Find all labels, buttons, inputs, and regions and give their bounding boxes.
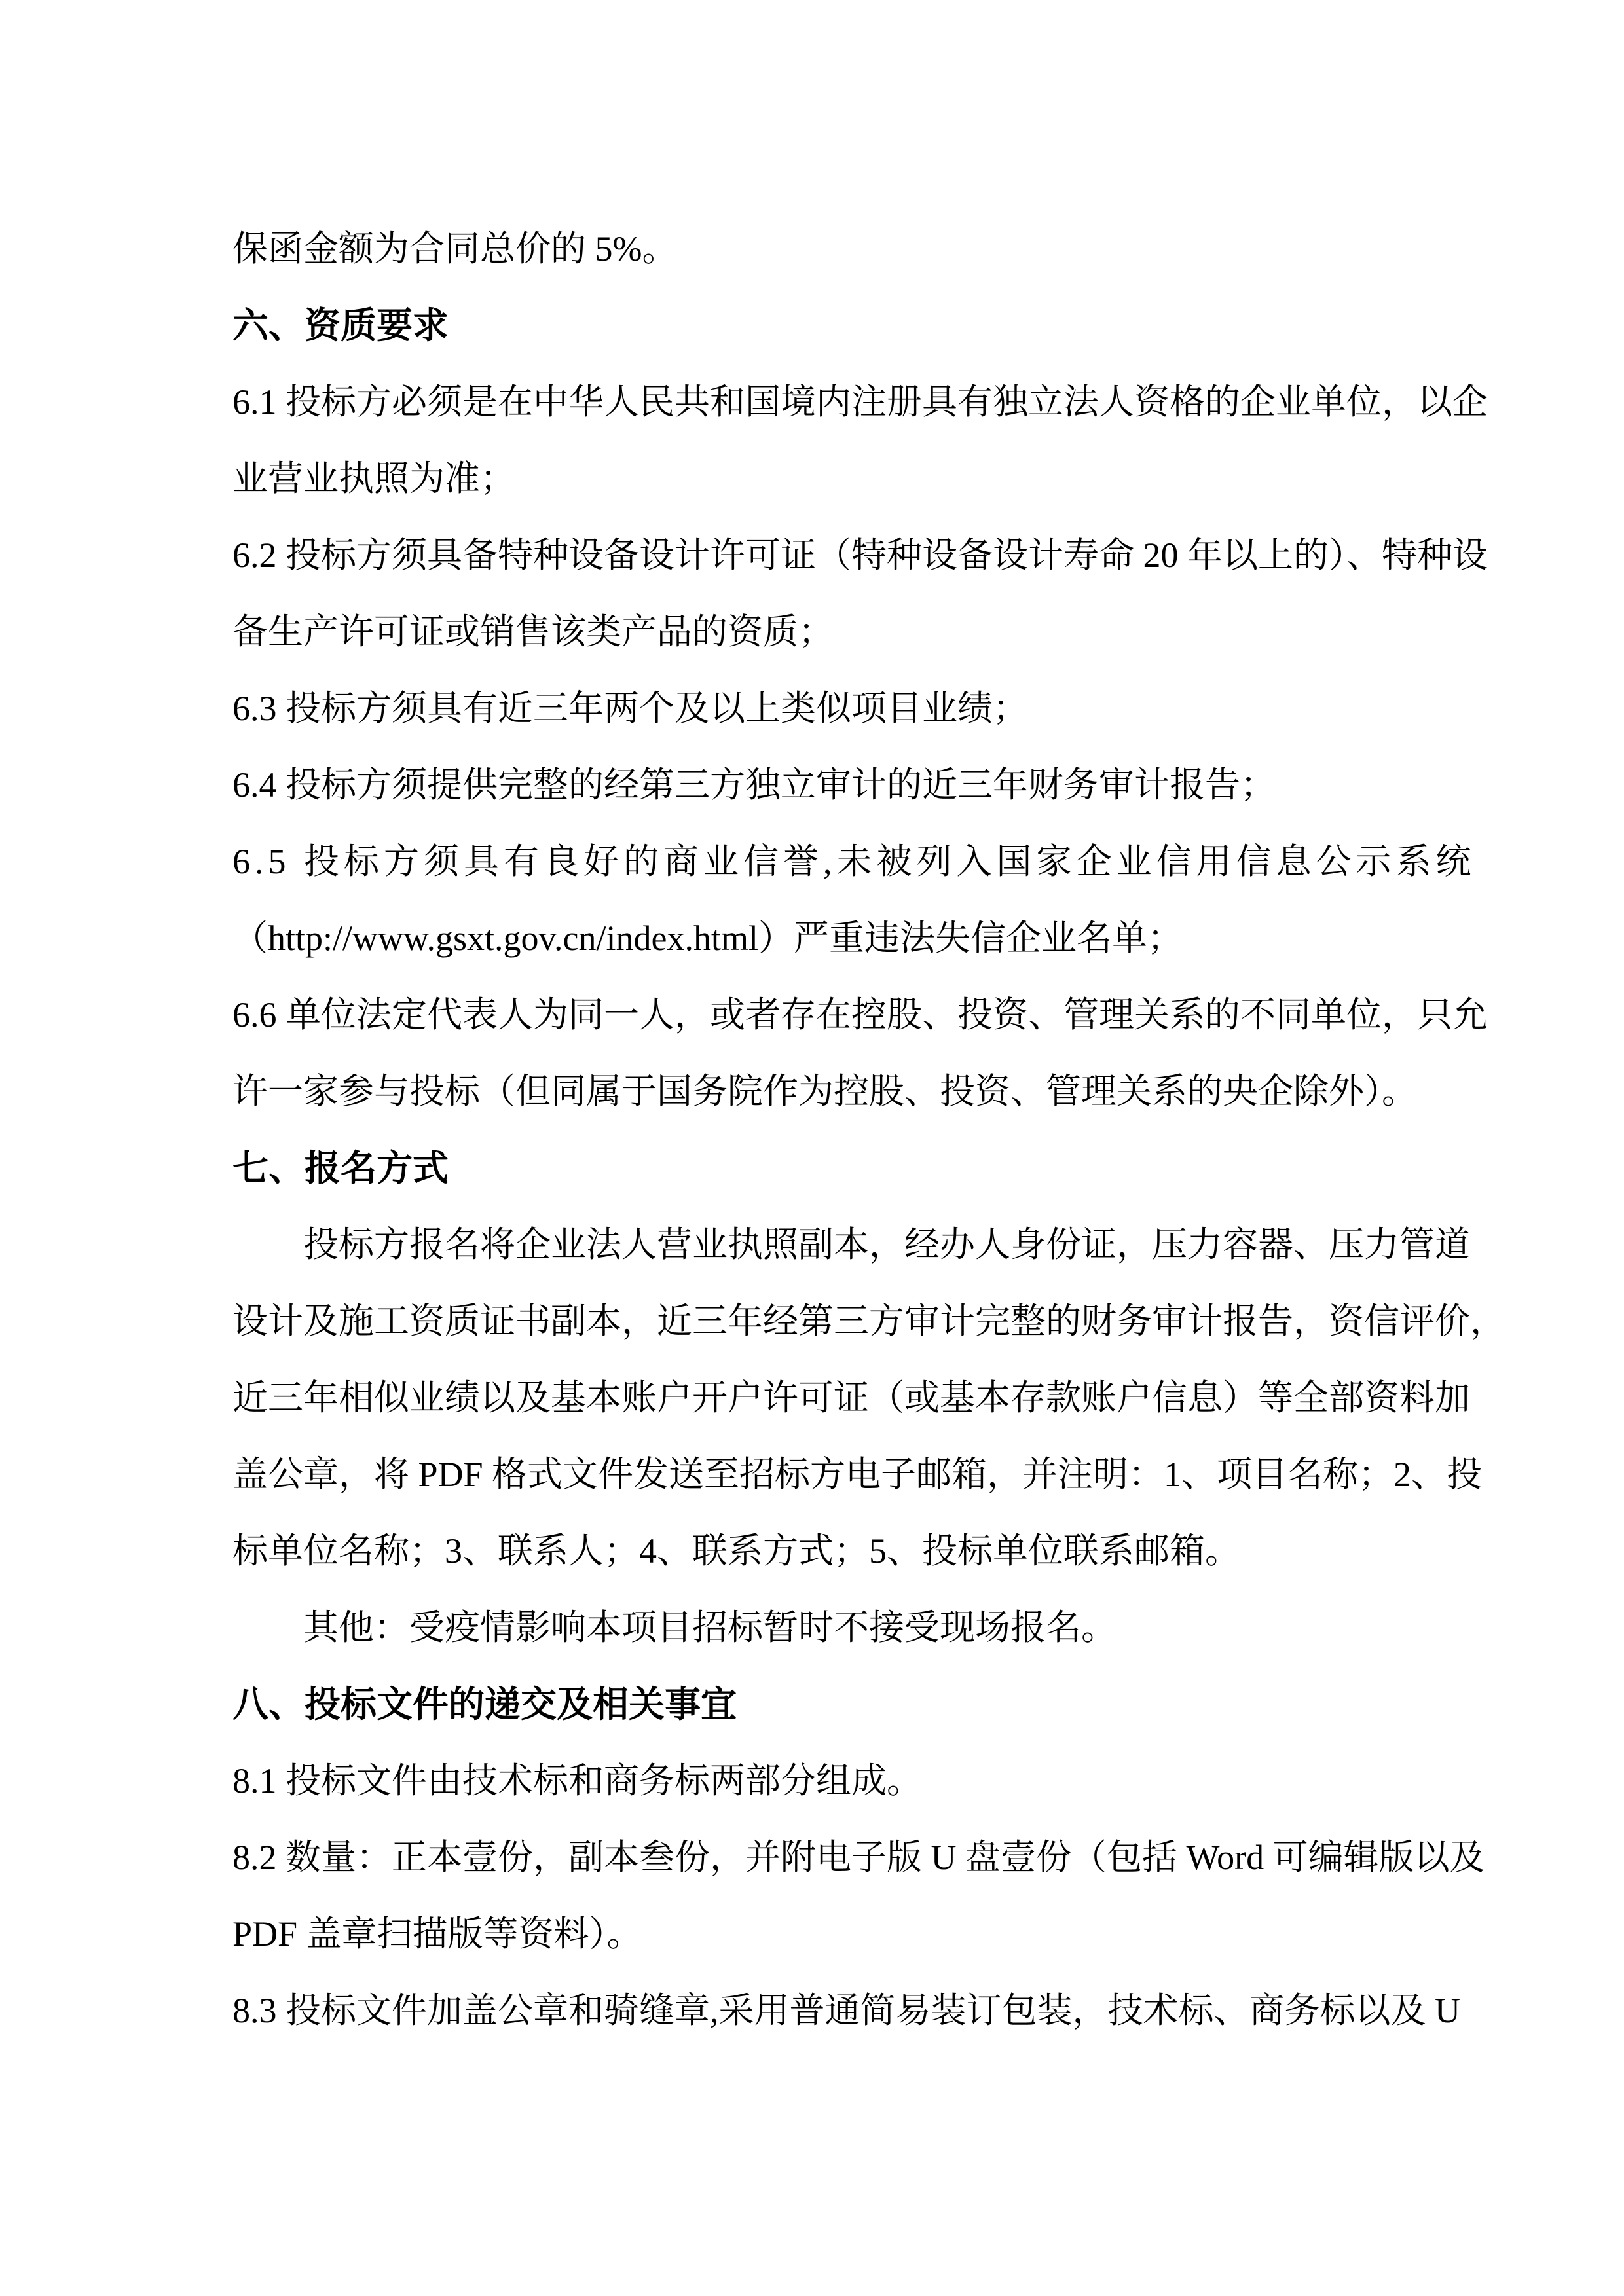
document-line: 设计及施工资质证书副本，近三年经第三方审计完整的财务审计报告，资信评价， [232,1302,1505,1341]
document-line: 6.2 投标方须具备特种设备设计许可证（特种设备设计寿命 20 年以上的）、特种设 [232,536,1488,575]
document-body [232,211,1505,2049]
section-heading: 八、投标文件的递交及相关事宜 [232,1684,737,1724]
document-line: 8.3 投标文件加盖公章和骑缝章,采用普通简易装订包装，技术标、商务标以及 U [232,1991,1460,2030]
document-line: 6.6 单位法定代表人为同一人，或者存在控股、投资、管理关系的不同单位，只允 [232,995,1488,1034]
document-line: 标单位名称；3、联系人；4、联系方式；5、投标单位联系邮箱。 [232,1531,1240,1571]
document-line: 6.1 投标方必须是在中华人民共和国境内注册具有独立法人资格的企业单位，以企 [232,382,1488,422]
document-line: 近三年相似业绩以及基本账户开户许可证（或基本存款账户信息）等全部资料加 [232,1378,1470,1417]
document-line: 许一家参与投标（但同属于国务院作为控股、投资、管理关系的央企除外）。 [232,1072,1417,1111]
document-line: 其他：受疫情影响本项目招标暂时不接受现场报名。 [303,1608,1116,1647]
document-line: 盖公章，将 PDF 格式文件发送至招标方电子邮箱，并注明：1、项目名称；2、投 [232,1455,1483,1494]
document-line: 8.2 数量：正本壹份，副本叁份，并附电子版 U 盘壹份（包括 Word 可编辑版以及 [232,1838,1485,1877]
document-line: 备生产许可证或销售该类产品的资质； [232,612,834,651]
document-line: （http://www.gsxt.gov.cn/index.html）严重违法失信企业名单； [232,919,1183,958]
document-line: 8.1 投标文件由技术标和商务标两部分组成。 [232,1761,922,1800]
document-line: 业营业执照为准； [232,459,515,498]
document-line: 6.4 投标方须提供完整的经第三方独立审计的近三年财务审计报告； [232,765,1276,805]
document-line: 投标方报名将企业法人营业执照副本，经办人身份证，压力容器、压力管道 [303,1225,1470,1264]
document-line: PDF 盖章扫描版等资料）。 [232,1914,642,1954]
section-heading: 六、资质要求 [232,305,449,346]
section-heading: 七、报名方式 [232,1148,449,1188]
document-line: 保函金额为合同总价的 5%。 [232,229,678,268]
document-line: 6.3 投标方须具有近三年两个及以上类似项目业绩； [232,689,1028,728]
document-line: 6.5 投标方须具有良好的商业信誉,未被列入国家企业信用信息公示系统 [232,842,1476,881]
